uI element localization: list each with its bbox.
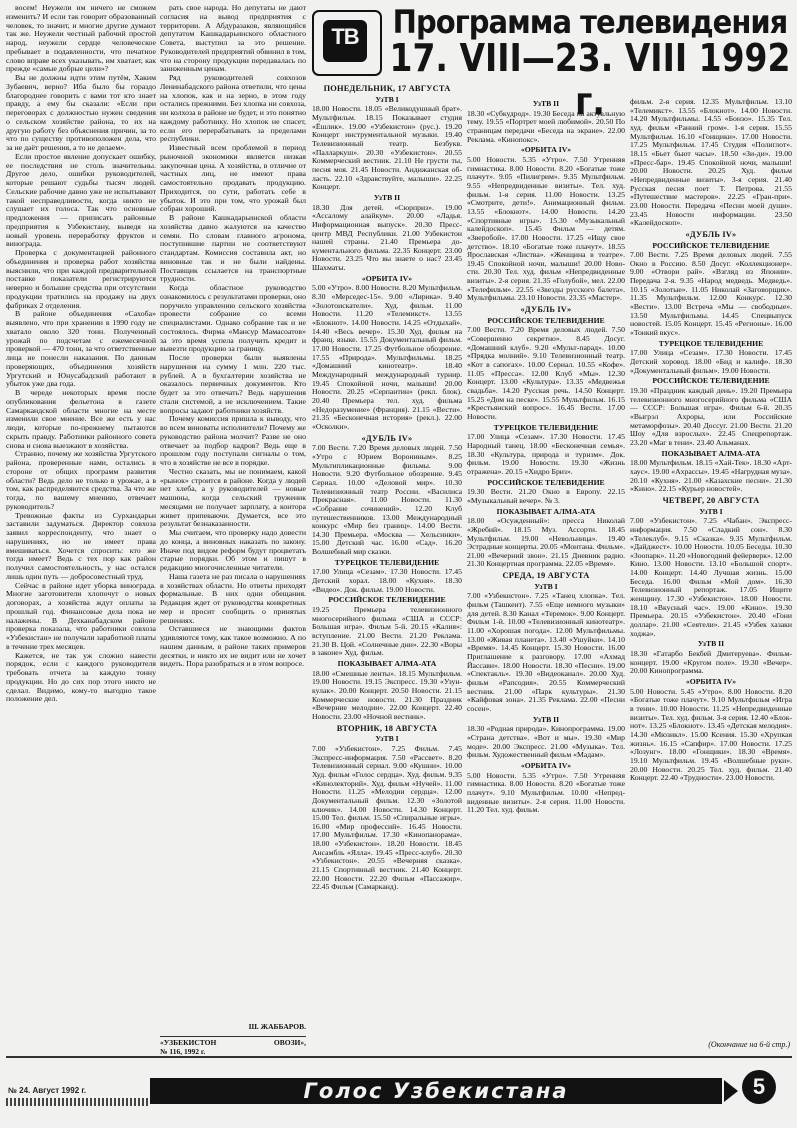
- tv-channel-heading: ТУРЕЦКОЕ ТЕЛЕВИДЕНИЕ: [493, 422, 599, 432]
- tv-channel-heading: УзТВ II: [532, 714, 560, 724]
- article-paragraph: Проверка с документацией районного объединения и проверка работ хозяйства выяснили, что при каждой предварительной поставке показатели регистрируются неверно и большие средства при отсутствии продукции тратились на продажу на двух фабриках 2 отделения.: [6, 248, 156, 310]
- source-name-left: «УЗБЕКИСТОН: [160, 1038, 217, 1047]
- tv-listing-block: 18.00 «Осужденный»: пресса Николай «Жребий». 18.15 Муз. Ассорти. 18.45 Мультфильм. 19.00 «Невольница». 19.40 Эстрадные концерты. 20.05 «Монтана. Фильм». 21.00 «Вечерний звон». 21.15 Дневник радио. 21.30 Концертная программа. 22.05 «Время».: [467, 516, 625, 569]
- article-paragraph: Тревожные факты из Сурхандарьи заставили задуматься. Директор совхоза заявил корреспонденту, что знает о нарушениях, но не имеет права вмешиваться. Хочется спросить: кто же тогда имеет? Ведь с тех пор как район получил самостоятельность, у нас остался лишь один путь — добросовестный труд.: [6, 510, 156, 581]
- tv-listing-block: 19.30 «Праздник каждый день». 19.20 Премьера телевизионного многосерийного фильма «США — СССР: Большая игра». Фильм 6-й. 20.35 «Выгрэл Ахроры, или Российские метаморфозы». 20.40 Доссуг. 21.00 Вести. 21.20 Шоу «Для взрослых». 22.45 Спецрепортаж. 23.20 «Маг в тени». 23.40 Альманах.: [630, 386, 792, 447]
- tv-channel-heading: «ОРБИТА IV»: [685, 677, 737, 686]
- article-paragraph: рать свое народа. Но депутаты не дают согласия на вывод предприятия с территории. А Абдуразаков, являющийся депутатом Кашкадарьинского областного Совета, выступил за это решение. Руководителей предприятий обвинил в том, что на сторону продукции передавалась по заниженным ценам.: [160, 4, 306, 74]
- article-paragraph: Наша газета не раз писала о нарушениях в хозяйствах области. Но ответы приходят формальные. В них одни обещания. Редакция ждет от руководства конкретных мер и просит сообщить о принятых решениях.: [160, 571, 306, 625]
- tv-listing-block: 18.30 Для детей. «Сюрприз». 19.00 «Ассалому алайкум». 20.00 «Ладья. Информационная выпуск». 20.30 Пресс-центр МВД Республики. 21.00 Узбекистон нашей страны. 21.40 Премьера документального фильма. 22.35 Концерт. 23.00 Новости. 23.25 Что вы знаете о нас? 23.45 Шахматы.: [312, 202, 462, 273]
- tv-channel-heading: УзТВ I: [534, 581, 558, 591]
- article-paragraph: Странно, почему же хозяйства Ургутского района, проверенные нами, остались в стороне от общих программ развития области? Ведь дело не только в урожае, а в том, как распределяются средства. За что же тогда, по вашему мнению, отвечает руководитель?: [6, 449, 156, 511]
- article-paragraph: После проверки были выявлены нарушения на сумму 1 млн. 220 тыс. рублей. А в бухгалтерии хозяйства не оказалось первичных документов. Кто будет за это отвечать? Ведь нарушения стали системой, а не исключением. Такие вопросы задают работники хозяйств.: [160, 353, 306, 415]
- article-paragraph: Известный всем проблемой в период рыночной экономики является низкая закупочная цена. А хозяйства, в отличие от частных лиц, не имеют права самостоятельно продавать продукцию. Приходится, по сути, работать себе в убыток. И это при том, что урожай был собран хороший.: [160, 143, 306, 214]
- article-column-1: [6, 4, 156, 1050]
- tv-listing-block: 7.00 Вести. 7.20 Время деловых людей. 7.50 «Совершенно секретно». 8.45 Досуг. «Домашний клуб». 9.20 «Мульт-парад». 10.00 «Прядка молний». 9.10 Телевизионный театр. «Кот в сапогах». 10.00 Сериал. 10.55 «Кофе». 11.05 «Пресса». 12.00 Клуб «Мы». 12.30 Концерт. 13.00 «Культура». 13.35 «Медвежья свадьба». 14.20 Русская речь. 14.50 Концерт. 15.25 «Дом на песке». 15.55 Мультфильм. 16.15 «Крестьянский вопрос». 16.45 Вести. 17.00 Новости.: [467, 325, 625, 421]
- article-paragraph: Сейчас в районе идет уборка винограда. Многие заготовители хлопочут о новых договорах, а хозяйства ждут оплаты за прошлый год. Финансовые дела пока не налажены. В Дехканабадском районе проверка показала, что работники совхоза «Узбекистан» не получали заработной платы в течение трех месяцев.: [6, 580, 156, 651]
- tv-channel-heading: «ОРБИТА IV»: [361, 273, 413, 283]
- footer-newspaper-title: Голос Узбекистана: [303, 1079, 569, 1103]
- tv-channel-heading: УзТВ I: [699, 506, 723, 516]
- continued-note: (Окончание на 6-й стр.): [708, 1040, 790, 1049]
- tv-day-heading: СРЕДА, 19 АВГУСТА: [502, 571, 590, 581]
- article-paragraph: Вы не должны идти этим путём, Хаким Зубаевич, верно? Иба было бы гораздо благороднее говорить с вами тот кто знает правду, а ему бы сказали: «Если при переговорах с должностью нужен сведения о сельском хозяйстве района, то их на другую работу без объяснения причин, за то что по существу противоположен дела, что за не даёт решения, а то не делаем».: [6, 73, 156, 152]
- tv-channel-heading: «ОРБИТА IV»: [520, 760, 572, 770]
- tv-channel-heading: УзТВ I: [375, 94, 399, 104]
- tv-listing-block: фильм. 2-я серия. 12.35 Мультфильм. 13.10 «Телемикст». 13.55 «Блокнот». 14.00 Новости. 14.20 Мультфильмы. 14.55 «Бонзо». 15.35 Тел. худ. фильм «Ранний гром». 1-я серия. 15.55 Мультфильм. 16.10 «Гонщики». 17.00 Новости. 17.25 Мультфильм. 17.45 Студия «Полиглот». 18.15 «Бьет бьют часы». 18.50 «Зи-ди». 19.00 «Пресс-бар». 19.45 Спокойной ночи, малыши! 20.00 Новости. 20.25 Худ. фильм «Непредвиденные визиты». 3-я серия. 21.40 Русская песня поет Т. Петрова. 21.55 «Путешествие мастеров». 22.25 «Гран-при». 23.00 Новости. Передача «Песни моей души». 23.45 Новости информации. 23.50 «Калейдоскоп».: [630, 98, 792, 228]
- article-paragraph: Мы считаем, что проверку надо довести до конца, а виновных наказать по закону. Иначе под видом реформ будут процветать старые порядки. Об этом и пишут в редакцию многочисленные читатели.: [160, 528, 306, 572]
- tv-heading-title: Программа телевидения: [392, 3, 788, 41]
- tv-listing-block: 5.00 Новости. 5.35 «Утро». 7.50 Утренняя гимнастика. 8.00 Новости. 8.20 «Богатые тоже плачут». 9.10 Мультфильм. 10.00 «Непредвиденные визиты». 2-я серия. 11.00 Новости. 11.20 Тел. худ. фильм.: [467, 770, 625, 815]
- tv-logo-text: ТВ: [331, 24, 359, 49]
- tv-listing-block: 5.00 Новости. 5.45 «Утро». 8.00 Новости. 8.20 «Богатые тоже плачут». 9.10 Мультфильм «Игра в тени». 10.00 Новости. 11.25 «Непредвиденные визиты». Тел. худ. фильм. 3-я серия. 12.40 «Блокнот». 13.25 «Блокнот». 13.45 «Детская мелодия». 14.30 «Мюзикл». 15.00 Ксения. 15.30 «Хрупкая жизнь». 16.15 «Сапфир». 17.00 Новости. 17.25 «Лозунг». 18.00 «Гонщики». 18.30 «Время». 19.10 Мультфильм. 19.45 «Волшебные руки». 20.00 Новости. 20.25 Тел. худ. фильм. 21.40 Концерт. 22.40 «Трудности». 23.00 Новости.: [630, 686, 792, 783]
- tv-listing-block: 17.00 Улица «Сезам». 17.30 Новости. 17.45 Детский хорал. 18.00 «Кухня». 18.30 «Видео». Док. фильм. 19.00 Новости.: [312, 567, 462, 594]
- article-signature-row: [160, 1022, 306, 1031]
- tv-channel-heading: ПОКАЗЫВАЕТ АЛМА-АТА: [661, 448, 761, 458]
- article-paragraph: В районе объединения «Сахоба» выявлено, что при хранении в 1990 году не хватало около 320 тонн. Полученный урожай по подсчетам с ежемесячной проверкой — 470 тонн, за что ответственные лица не понесли наказания. По данным проверяющих, объединения хозяйств Ургутский и Юнусабадский работают в убыток уже два года.: [6, 309, 156, 389]
- tv-channel-heading: УзТВ II: [532, 99, 560, 108]
- tv-listing-block: 19.30 Вести. 21.20 Окно в Европу. 22.15 «Музыкальный вечер». № 3.: [467, 487, 625, 505]
- article-paragraph: В череде некоторых время после опубликования фельетона в газете Самаркандской области многие на месте изменили свое мнение. Все же есть у нас люди, которые по-прежнему пытаются скрыть правду. Работники районного совета снова и снова выезжают в хозяйства.: [6, 388, 156, 450]
- source-name-right: ОВОЗИ»,: [273, 1038, 306, 1047]
- tv-listing-block: 18.00 Мультфильм. 18.15 «Хай-Тек». 18.30 «Арт-хаус». 19.00 «Ахрассы». 19.45 «Нагрудная муза». 20.10 «Кухня». 21.00 «Казахские песни». 21.30 «Кино». 22.15 «Курьер новостей».: [630, 458, 792, 494]
- tv-heading-dates: 17. VIII—23. VIII 1992 г.: [389, 35, 791, 124]
- article-paragraph: Когда областное руководство ознакомилось с результатами проверки, оно поручило управлению сельского хозяйства провести собрание со всеми специалистами. Однако собрание так и не состоялось. Фирма «Мансур Мамасоатов» за это время успела получить кредит и вывезти продукцию за границу.: [160, 283, 306, 354]
- footer-hatch-decoration: [6, 1098, 148, 1106]
- footer-divider: [6, 1056, 792, 1058]
- author-signature: Ш. ЖАББАРОВ.: [248, 1022, 306, 1031]
- tv-channel-heading: «ОРБИТА IV»: [520, 145, 572, 155]
- tv-listing-block: 18.30 «Родная природа». Кинопрограмма. 19.00 «Страна детства». «Вот и мы». 19.30 «Мир моде». 20.00 Экспресс. 21.00 «Музыка». Тел. фильм. Художественный фильм «Мадам».: [467, 724, 625, 760]
- tv-logo: [312, 10, 382, 76]
- tv-channel-heading: РОССИЙСКОЕ ТЕЛЕВИДЕНИЕ: [652, 376, 770, 386]
- article-paragraph: Кажется, не так уж сложно навести порядок, если с каждого руководителя требовать отчета за каждую тонну продукции. Но до сих пор этого никто не сделал. Видимо, кому-то выгодно такое положение дел.: [6, 650, 156, 704]
- tv-listing-block: 18.00 Новости. 18.05 «Великодушный брат». Мультфильм. 18.15 Показывает студия «Ёшлик». 19.00 «Узбекистон» (рус.). 19.20 Концерт инструментальной музыки. 19.40 Телевизионный театр. Безбукв. «Палларкуш». 20.30 «Узбекистон». 20.55 Коммерческий вестник. 21.10 Не грусти ты, песня моя. 21.45 Новости. Андижанская область. 22.10 «Здравствуйте, малыши». 22.25 Концерт.: [312, 104, 462, 192]
- tv-schedule-column-3: [630, 98, 792, 1050]
- article-column-2: [160, 4, 306, 1050]
- tv-day-heading: «ДУБЛЬ IV»: [685, 229, 737, 239]
- article-paragraph: Если простое явление допускает ошибку, ее последствия не столь значительны. Другое дело, ошибки руководителей, которые решают судьбы тысяч людей. Сельские рабочие давно уже не испытывают такой несправедливости, когда никто не слушает их голоса. Так что основные предложения — приписать районные предприятия к Узбекистану, выведя на новый уровень переработку фруктов и винограда.: [6, 151, 156, 249]
- tv-listing-block: 17.00 Улица «Сезам». 17.30 Новости. 17.45 Народный танец. 18.00 «Бесконечная семья». 18.30 «Культура, природа и туризм». Док. фильм. 19.00 Новости. 19.30 «Жизнь отражена». 20.15 «Хидро Бриз».: [467, 432, 625, 476]
- tv-channel-heading: РОССИЙСКОЕ ТЕЛЕВИДЕНИЕ: [487, 477, 605, 487]
- tv-schedule-column-1: [312, 82, 462, 1050]
- tv-schedule-column-2: [467, 98, 625, 1050]
- article-paragraph: Оставшиеся не знающими фактов удивляются тому, как такое возможно. А по нашим данным, в районе таких примеров десятки, и никто их не видит или не хочет видеть. Пора разобраться и в этом вопросе.: [160, 624, 306, 669]
- tv-channel-heading: УзТВ II: [697, 639, 725, 649]
- tv-listing-block: 18.00 «Смешные ленты». 18.15 Мультфильм. 19.00 Новости. 19.15 Экспресс. 19.30 «Узун-кулак». 20.00 Концерт. 20.50 Новости. 21.15 Коммерческие новости. 21.30 Праздник «Вечерние мелодии». 22.00 Концерт. 22.40 Новости. 23.00 «Ночной вестник».: [312, 668, 462, 721]
- tv-listing-block: 7.00 «Узбекистон». 7.25 «Чабан». Экспресс-информация. 7.50 «Сладкий сон». 8.30 «Телеклуб». 9.15 «Сказка». 9.35 Мультфильм. «Дайджест». 10.00 Новости. 10.05 Беседы. 10.30 «Зоопарк». 11.20 «Новогодний фейерверк». 12.00 Кино. 13.00 Новости. 13.10 «Большой спорт». 14.00 Концерт. 14.40 Лучшая жизнь. 15.00 Беседа. 16.00 Фильм «Мой дом». 16.30 Телевизионный репортаж. 17.05 Ищите женщину. 17.30 «Узбекистон». 18.00 Новости. 18.10 «Вкусный час». 19.00 «Кино». 19.30 Премьера. 20.15 «Узбекистон». 20.40 «Гони доллар». 21.00 «Сеятели». 21.45 «Узбек хазаки ходжа».: [630, 516, 792, 638]
- tv-day-heading: ПОНЕДЕЛЬНИК, 17 АВГУСТА: [323, 84, 451, 93]
- tv-day-heading: ВТОРНИК, 18 АВГУСТА: [336, 723, 438, 733]
- page-number-badge: 5: [742, 1070, 776, 1104]
- source-issue-number: № 116, 1992 г.: [160, 1047, 206, 1056]
- tv-channel-heading: РОССИЙСКОЕ ТЕЛЕВИДЕНИЕ: [487, 315, 605, 325]
- tv-channel-heading: УзТВ II: [373, 192, 401, 202]
- tv-channel-heading: РОССИЙСКОЕ ТЕЛЕВИДЕНИЕ: [652, 240, 770, 250]
- tv-listing-block: 7.00 Вести. 7.25 Время деловых людей. 7.55 Окно в Россию. 8.50 Досуг. «Коллекционер». 9.00 «Отвори рай». «Взгляд из Японии». Передача 2-я. 9.35 «Народ медведь. Медведь». 10.15 «Золотые». 11.05 Николай «Заговорщик». 11.35 Мультфильм. 12.00 Конкурс. 12.30 «Вести». 13.00 Встреча «Мы — свободные». 13.50 Мультфильмы. 14.45 Спецвыпуск новостей. 15.05 Концерт. 15.45 «Регионы». 16.00 «Тонкий вкус».: [630, 250, 792, 338]
- article-paragraph: Почему комиссия пришла к выводу, что во всем виноваты исполнители? Почему же руководство района молчит? Разве не оно отвечает за подбор кадров? Ведь еще в прошлом году поступали сигналы о том, что в хозяйстве не все в порядке.: [160, 414, 306, 467]
- tv-listing-block: 18.30 «Гатарбо Бекбей Дмитеруева». Фильм-концерт. 19.00 «Кругом поле». 19.30 «Вечер». 20.00 Кинопрограмма.: [630, 649, 792, 676]
- article-paragraph: Ряд руководителей совхозов Ленинабадского района ответили, что цены на хлопок, как и на зерно, в этом году остались прежними. Без хлопка ни совхоза, ни колхоза в районе не будет, и это понятно каждому работнику. Но хлопок не спасет, если его перерабатывать за пределами республики.: [160, 73, 306, 144]
- tv-listing-block: 17.00 Улица «Сезам». 17.30 Новости. 17.45 Детский хоровод. 18.00 «Бид и калиф». 18.30 «Документальный фильм». 19.00 Новости.: [630, 348, 792, 375]
- source-dateline: [160, 1036, 306, 1056]
- article-paragraph: В районе Кашкадарьинской области хозяйства давно жалуются на качество семян. По словам главного агронома, поступившие партии не соответствуют стандартам. Комиссия составила акт, но виновные так и не были найдены. Поставщик ссылается на транспортные трудности.: [160, 213, 306, 284]
- footer-arrow-icon: [724, 1080, 738, 1102]
- tv-listing-block: 5.00 «Утро». 8.00 Новости. 8.20 Мультфильм. 8.30 «Мерседес-15». 9.00 «Лирика». 9.40 «Золотоискатели». Худ. фильм. 11.00 Новости. 11.20 «Телемикст». 13.55 «Блокнот». 14.00 Новости. 14.25 «Отдыхай». 14.40 «Весь вечер». 15.30 Худ. фильм на франц. языке. 15.55 Документальный фильм. 17.00 Новости. 17.25 Футбольное обозрение. 17.55 «Природа». Мультфильмы. 18.25 «Домашний кинотеатр». 18.40 Международный международный турнир. 19.45 Спокойной ночи, малыши! 20.00 Новости. 20.25 «Серпантин» (рекл. блок). 20.40 Премьера тел. худ. фильма «Недоразумение» (Франция). 21.15 «Вести». 21.35 «Бесконечная история» (рекл.). 22.00 «Осколки».: [312, 283, 462, 431]
- tv-listing-block: 18.30 «Субкудрод». 19.30 Беседа на актуальную тему. 19.55 «Портрет моей любимой». 20.50 По страницам передачи «Беседа на экране». 22.00 Реклама. «Кинопокс».: [467, 108, 625, 144]
- tv-channel-heading: ПОКАЗЫВАЕТ АЛМА-АТА: [337, 659, 437, 668]
- tv-listing-block: 7.00 «Узбекистон». 7.25 Фильм. 7.45 Экспресс-информация. 7.50 «Рассвет». 8.20 Телевизионный сериал. 9.00 «Кушни». 10.00 Худ. фильм «Голос сердца». Худ. фильм. 9.35 «Кинолекторий». Худ. фильм «Нучей». 11.00 Новости. 11.25 «Мелодии сердца». 12.00 Документальный фильм. 12.30 «Золотой ключик». 14.00 Новости. 14.30 Концерт. 15.00 Тел. фильм. 15.50 «Спиральные игры». 16.00 «Мир профессий». 16.45 Новости. 17.00 Мультфильм. 17.30 «Кинопанорама». 18.00 «Узбекистон». 18.20 Новости. 18.45 Ансамбль «Ялла». 19.45 «Пресс-клуб». 20.30 «Узбекистон». 20.55 «Вечерняя сказка». 21.15 Спортивный вестник. 21.40 Концерт. 22.00 Новости. 22.20 Фильм «Пассажир». 22.45 Фильм (Самарканд).: [312, 743, 462, 892]
- footer-issue: № 24. Август 1992 г.: [8, 1086, 87, 1095]
- tv-listing-block: 5.00 Новости. 5.35 «Утро». 7.50 Утренняя гимнастика. 8.00 Новости. 8.20 «Богатые тоже плачут». 9.05 «Пилигрим». 9.35 Мультфильм. 9.55 «Непредвиденные визиты». Тел. худ. фильм. 1-я серия. 11.00 Новости. 13.25 «Смотрите, дети!». Анимационный фильм. 13.55 «Блокнот». 14.00 Новости. 14.20 «Спортивные игры». 15.30 «Музыкальный калейдоскоп». 15.45 Фильм — детям. «Зверобой». 17.00 Новости. 17.25 «Ищу свое детство». 18.10 «Богатые тоже плачут». 18.55 Ярославская «Листва». «Женщина в театре». 19.45 Спокойной ночи, малыши! 20.00 Новости. 20.30 Тел. худ. фильм «Непредвиденные визиты». 2-я серия. 21.35 «Голубой», мел. 22.00 «Телефильм». 22.55 «Звезды русского балета». Мультфильмы. 23.10 Новости. 23.35 «Мастер».: [467, 154, 625, 303]
- article-paragraph: восем! Неужели им ничего не сможем изменить? И если так говорит образованный человек, то значит, и многие другие думают так же. Неужели честный рабочий простой народ, неужели сердце человеческое пребывает в подавленности, что печатное слово вправе всех указывать, им хватает, как прежде «самые добрые цели»?: [6, 4, 156, 74]
- tv-listing-block: 7.00 Вести. 7.20 Время деловых людей. 7.50 «Утро с Юрием Ворониным». 8.25 Мультипликационные фильмы. 9.00 Новости. 9.20 Футбольное обозрение. 9.45 Сериал. 10.00 «Деловой мир». 10.30 Телевизионный театр России. «Василиса Прекрасная». 11.00 Новости. 11.30 «Собрание сочинений». 12.20 Клуб путешественников. 13.00 Международный конкурс «Мир без границ». 14.00 Вести. 14.30 Премьера. «Москва — Хельсинки». 15.00 Детский час. 16.00 «Сад». 16.20 Волшебный мир сказки.: [312, 443, 462, 557]
- article-paragraph: Честно сказать, мы не понимаем, какой «рынок» строится в районе. Когда у людей нет хлеба, а у руководителей — новые машины, когда сельский труженик месяцами не получает зарплату, а контора живет припеваючи. Думается, все это результат безнаказанности.: [160, 466, 306, 529]
- tv-listing-block: 7.00 «Узбекистон». 7.25 «Танец хлопка». Тел. фильм (Ташкент). 7.55 «Еще немного музыки» для детей. 8.30 Канал «Теремок». 9.00 Концерт. Фильм 1-й. 10.00 «Телевизионный кинотеатр». 11.00 «Хорошая погода». 12.00 Мультфильмы. 13.00 «Живая планета». 13.40 «Ушуйки». 14.10 «Время». 14.45 Концерт. 15.30 Новости. 16.00 Приглашение к разговору. 17.00 «Ахмад Йассави». 18.00 Новости. 18.30 «Песни». 19.00 «Спектакль». 19.30 «Видеоканал». 20.00 Худ. фильм «Рапсодия». 20.55 Коммерческий вестник. 21.00 «Парк культуры». 21.30 «Кайфовая зона». 21.35 Реклама. 22.00 «Песни сосен».: [467, 591, 625, 713]
- tv-channel-heading: УзТВ I: [375, 734, 399, 744]
- tv-day-heading: ЧЕТВЕРГ, 20 АВГУСТА: [662, 495, 760, 505]
- tv-channel-heading: ТУРЕЦКОЕ ТЕЛЕВИДЕНИЕ: [658, 338, 764, 348]
- tv-listing-block: 19.25 Премьера телевизионного многосерийного фильма «США и СССР: Большая игра». Фильм 5-й. 20.15 «Калия»: вступление. 21.00 Вести. 21.20 Реклама. 21.30 В. Цой. «Солнечные дни». 22.30 «Воры в законе» Худ. фильм.: [312, 605, 462, 658]
- tv-day-heading: «ДУБЛЬ IV»: [520, 305, 572, 315]
- tv-channel-heading: РОССИЙСКОЕ ТЕЛЕВИДЕНИЕ: [328, 595, 446, 605]
- tv-channel-heading: ПОКАЗЫВАЕТ АЛМА-АТА: [496, 506, 596, 516]
- tv-day-heading: «ДУБЛЬ IV»: [361, 433, 413, 443]
- tv-channel-heading: ТУРЕЦКОЕ ТЕЛЕВИДЕНИЕ: [334, 557, 440, 567]
